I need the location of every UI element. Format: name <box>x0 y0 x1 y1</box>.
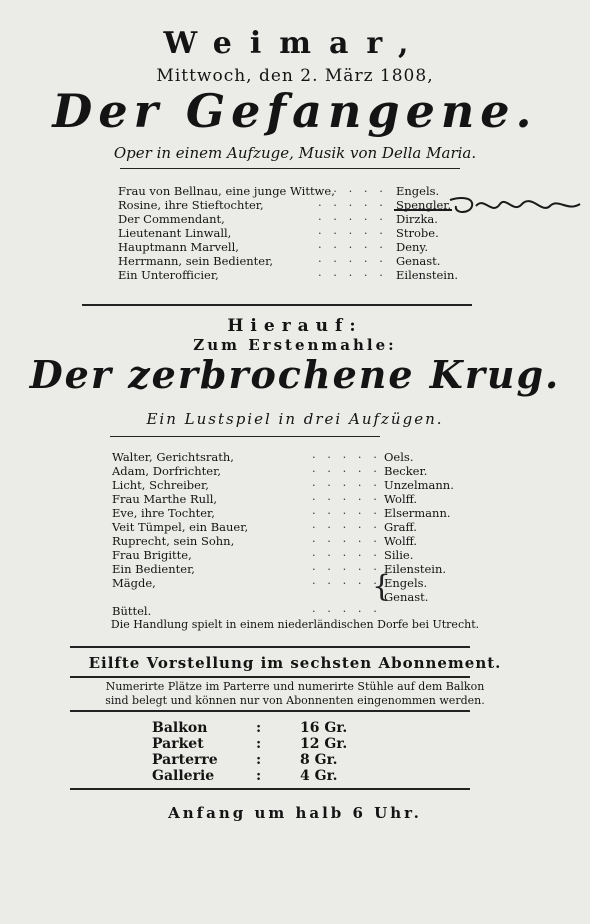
cast-row <box>112 506 452 520</box>
role-name: Der Commendant, <box>118 212 225 226</box>
cast-row <box>118 240 458 254</box>
price-value: 12 Gr. <box>300 736 348 752</box>
actor-name: Dirzka. <box>396 212 438 226</box>
first-time-label: Zum Erstenmahle: <box>193 336 397 354</box>
actor-name: Elsermann. <box>384 506 451 520</box>
actor-name: Engels. <box>384 576 428 590</box>
price-label: Gallerie <box>152 768 215 784</box>
actor-name: Unzelmann. <box>384 478 454 492</box>
actor-name: Strobe. <box>396 226 439 240</box>
seating-note <box>0 680 590 708</box>
actor-name: Engels. <box>396 184 440 198</box>
price-separator: : <box>256 736 262 752</box>
leader-dots: · · · · · <box>318 240 387 254</box>
role-name: Adam, Dorfrichter, <box>112 464 221 478</box>
leader-dots: · · · · · <box>318 198 387 212</box>
role-name: Büttel. <box>112 604 152 618</box>
start-time: Anfang um halb 6 Uhr. <box>168 804 422 822</box>
section-divider <box>70 710 470 712</box>
first-play-subtitle: Oper in einem Aufzuge, Musik von Della Maria. <box>113 144 477 162</box>
cast-row <box>112 492 452 506</box>
role-name: Eve, ihre Tochter, <box>112 506 215 520</box>
role-name: Ein Unterofficier, <box>118 268 219 282</box>
section-divider <box>70 788 470 790</box>
actor-name: Eilenstein. <box>384 562 447 576</box>
section-divider <box>70 646 470 648</box>
leader-dots: · · · · · <box>312 562 381 576</box>
cast-list-2 <box>112 450 452 618</box>
cast-row <box>112 464 452 478</box>
leader-dots: · · · · · <box>318 268 387 282</box>
actor-name: Becker. <box>384 464 428 478</box>
divider <box>110 436 380 437</box>
leader-dots: · · · · · <box>312 548 381 562</box>
leader-dots: · · · · · <box>312 450 381 464</box>
actor-name: Graff. <box>384 520 417 534</box>
price-label: Parterre <box>152 752 218 768</box>
second-play-title: Der zerbrochene Krug. <box>29 352 561 397</box>
cast-row <box>112 562 452 576</box>
setting-note: Die Handlung spielt in einem niederländischen Dorfe bei Utrecht. <box>110 618 480 631</box>
leader-dots: · · · · · <box>318 212 387 226</box>
cast-row <box>112 604 452 618</box>
performance-date: Mittwoch, den 2. März 1808, <box>156 66 434 86</box>
city-heading: Weimar, <box>163 26 427 61</box>
role-name: Ruprecht, sein Sohn, <box>112 534 235 548</box>
leader-dots: · · · · · <box>312 506 381 520</box>
role-name: Frau Marthe Rull, <box>112 492 218 506</box>
role-name: Ein Bedienter, <box>112 562 195 576</box>
actor-name: Deny. <box>396 240 429 254</box>
role-name: Veit Tümpel, ein Bauer, <box>112 520 249 534</box>
leader-dots: · · · · · <box>312 534 381 548</box>
leader-dots: · · · · · <box>312 464 381 478</box>
cast-row <box>112 548 452 562</box>
cast-row <box>112 478 452 492</box>
price-value: 8 Gr. <box>300 752 338 768</box>
leader-dots: · · · · · <box>318 254 387 268</box>
cast-row <box>118 226 458 240</box>
actor-name: Oels. <box>384 450 414 464</box>
price-separator: : <box>256 768 262 784</box>
role-name: Rosine, ihre Stieftochter, <box>118 198 264 212</box>
cast-row <box>112 520 452 534</box>
role-name: Frau Brigitte, <box>112 548 192 562</box>
actor-name: Spengler. <box>396 198 452 212</box>
cast-row <box>118 268 458 282</box>
role-name: Lieutenant Linwall, <box>118 226 232 240</box>
divider <box>120 168 460 169</box>
actor-name: Wolff. <box>384 534 418 548</box>
leader-dots: · · · · · <box>312 478 381 492</box>
leader-dots: · · · · · <box>318 184 387 198</box>
seating-note-line-2: sind belegt und können nur von Abonnenten eingenommen werden. <box>105 694 485 707</box>
role-name: Herrmann, sein Bedienter, <box>118 254 273 268</box>
handwritten-annotation <box>392 192 590 224</box>
hierauf-label: Hierauf: <box>227 316 363 336</box>
actor-name: Eilenstein. <box>396 268 459 282</box>
performance-number: Eilfte Vorstellung im sechsten Abonnement. <box>88 654 502 672</box>
cast-row <box>118 254 458 268</box>
price-separator: : <box>256 752 262 768</box>
leader-dots: · · · · · <box>312 520 381 534</box>
role-name: Hauptmann Marvell, <box>118 240 239 254</box>
section-divider <box>70 676 470 678</box>
actor-name: Wolff. <box>384 492 418 506</box>
leader-dots: · · · · · <box>312 492 381 506</box>
cast-row <box>112 590 452 604</box>
leader-dots: · · · · · <box>312 576 381 590</box>
role-name: Mägde, <box>112 576 156 590</box>
actor-name: Genast. <box>396 254 441 268</box>
role-name: Licht, Schreiber, <box>112 478 209 492</box>
cast-row <box>112 534 452 548</box>
price-separator: : <box>256 720 262 736</box>
leader-dots: · · · · · <box>312 604 381 618</box>
actor-name: Silie. <box>384 548 414 562</box>
leader-dots: · · · · · <box>318 226 387 240</box>
actor-name: Genast. <box>384 590 429 604</box>
price-value: 4 Gr. <box>300 768 338 784</box>
price-value: 16 Gr. <box>300 720 348 736</box>
cast-row <box>112 576 452 590</box>
second-play-subtitle: Ein Lustspiel in drei Aufzügen. <box>146 410 444 428</box>
role-name: Walter, Gerichtsrath, <box>112 450 234 464</box>
section-divider <box>82 304 472 306</box>
cast-row <box>112 450 452 464</box>
price-label: Parket <box>152 736 204 752</box>
first-play-title: Der Gefangene. <box>52 84 538 138</box>
brace-glyph: { <box>372 569 392 604</box>
role-name: Frau von Bellnau, eine junge Wittwe, <box>118 184 335 198</box>
price-label: Balkon <box>152 720 208 736</box>
seating-note-line-1: Numerirte Plätze im Parterre und numerirte Stühle auf dem Balkon <box>105 680 485 693</box>
